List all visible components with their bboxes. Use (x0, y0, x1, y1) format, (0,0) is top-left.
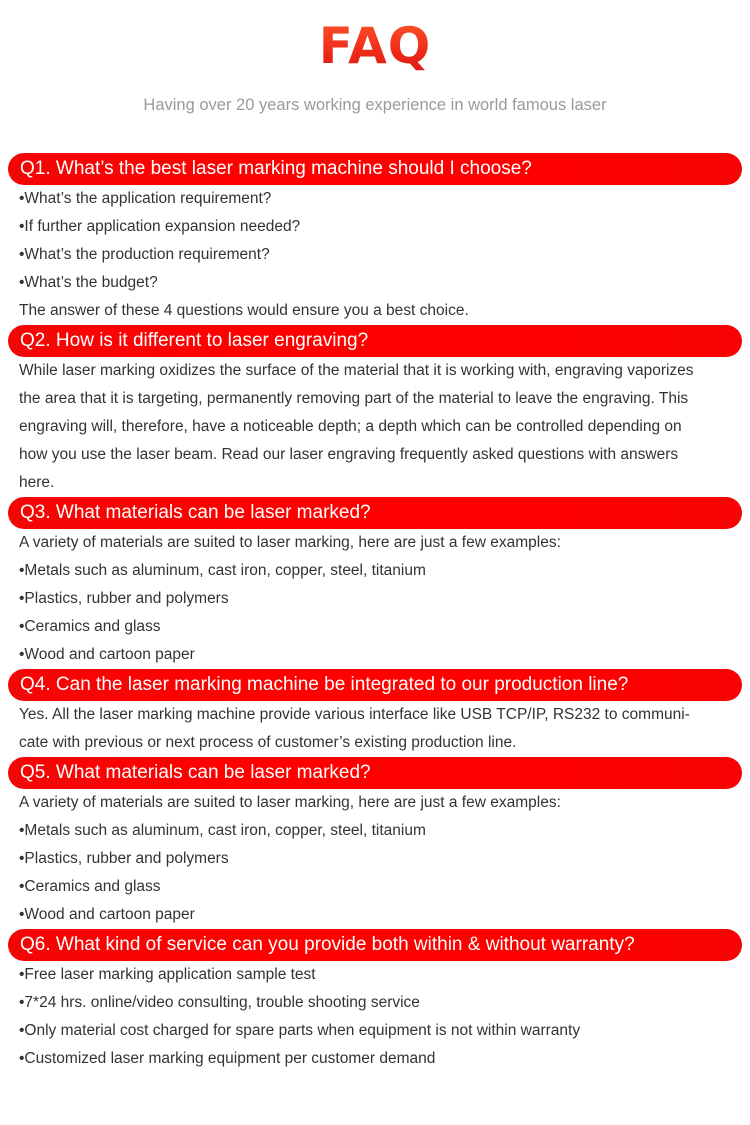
faq-list (0, 153, 750, 1073)
faq-question-q3: Q3. What materials can be laser marked? (8, 497, 742, 529)
answer-line: A variety of materials are suited to laser marking, here are just a few examples: (19, 534, 561, 551)
answer-line: The answer of these 4 questions would ensure you a best choice. (19, 302, 469, 319)
answer-line: the area that it is targeting, permanently removing part of the material to leave the engraving. This (19, 390, 689, 407)
answer-line: •Metals such as aluminum, cast iron, copper, steel, titanium (19, 822, 426, 839)
answer-line: how you use the laser beam. Read our laser engraving frequently asked questions with answers (19, 446, 679, 463)
answer-line: engraving will, therefore, have a noticeable depth; a depth which can be controlled depending on (19, 418, 682, 435)
answer-line: •Wood and cartoon paper (19, 646, 195, 663)
faq-item-q3 (0, 497, 750, 669)
faq-item-q5 (0, 757, 750, 929)
faq-question-q2: Q2. How is it different to laser engraving? (8, 325, 742, 357)
answer-line: •Free laser marking application sample test (19, 966, 316, 983)
faq-question-q5: Q5. What materials can be laser marked? (8, 757, 742, 789)
answer-line: •Wood and cartoon paper (19, 906, 195, 923)
faq-question-q4: Q4. Can the laser marking machine be integrated to our production line? (8, 669, 742, 701)
faq-answer-q1 (0, 185, 750, 325)
faq-answer-q6 (0, 961, 750, 1073)
faq-item-q6 (0, 929, 750, 1073)
faq-answer-q2 (0, 357, 750, 497)
answer-line: •What’s the application requirement? (19, 190, 272, 207)
faq-question-q6: Q6. What kind of service can you provide both within & without warranty? (8, 929, 742, 961)
faq-item-q2 (0, 325, 750, 497)
faq-answer-q4 (0, 701, 750, 757)
answer-line: •Ceramics and glass (19, 878, 161, 895)
faq-question-q1: Q1. What’s the best laser marking machine should I choose? (8, 153, 742, 185)
answer-line: •7*24 hrs. online/video consulting, trouble shooting service (19, 994, 420, 1011)
answer-line: While laser marking oxidizes the surface of the material that it is working with, engraving vaporizes (19, 362, 694, 379)
answer-line: •Plastics, rubber and polymers (19, 590, 229, 607)
answer-line: •Metals such as aluminum, cast iron, copper, steel, titanium (19, 562, 426, 579)
answer-line: •Only material cost charged for spare parts when equipment is not within warranty (19, 1022, 581, 1039)
faq-answer-q5 (0, 789, 750, 929)
answer-line: •What’s the production requirement? (19, 246, 270, 263)
answer-line: Yes. All the laser marking machine provide various interface like USB TCP/IP, RS232 to communi- (19, 706, 690, 723)
answer-line: •What’s the budget? (19, 274, 158, 291)
faq-item-q1 (0, 153, 750, 325)
faq-answer-q3 (0, 529, 750, 669)
page-header (0, 0, 750, 150)
answer-line: •If further application expansion needed? (19, 218, 301, 235)
answer-line: •Customized laser marking equipment per customer demand (19, 1050, 436, 1067)
faq-item-q4 (0, 669, 750, 757)
page-subtitle: Having over 20 years working experience in world famous laser (143, 96, 607, 114)
answer-line: cate with previous or next process of customer’s existing production line. (19, 734, 517, 751)
answer-line: •Plastics, rubber and polymers (19, 850, 229, 867)
answer-line: here. (19, 474, 55, 491)
answer-line: A variety of materials are suited to laser marking, here are just a few examples: (19, 794, 561, 811)
page-title: FAQ (0, 14, 750, 78)
answer-line: •Ceramics and glass (19, 618, 161, 635)
